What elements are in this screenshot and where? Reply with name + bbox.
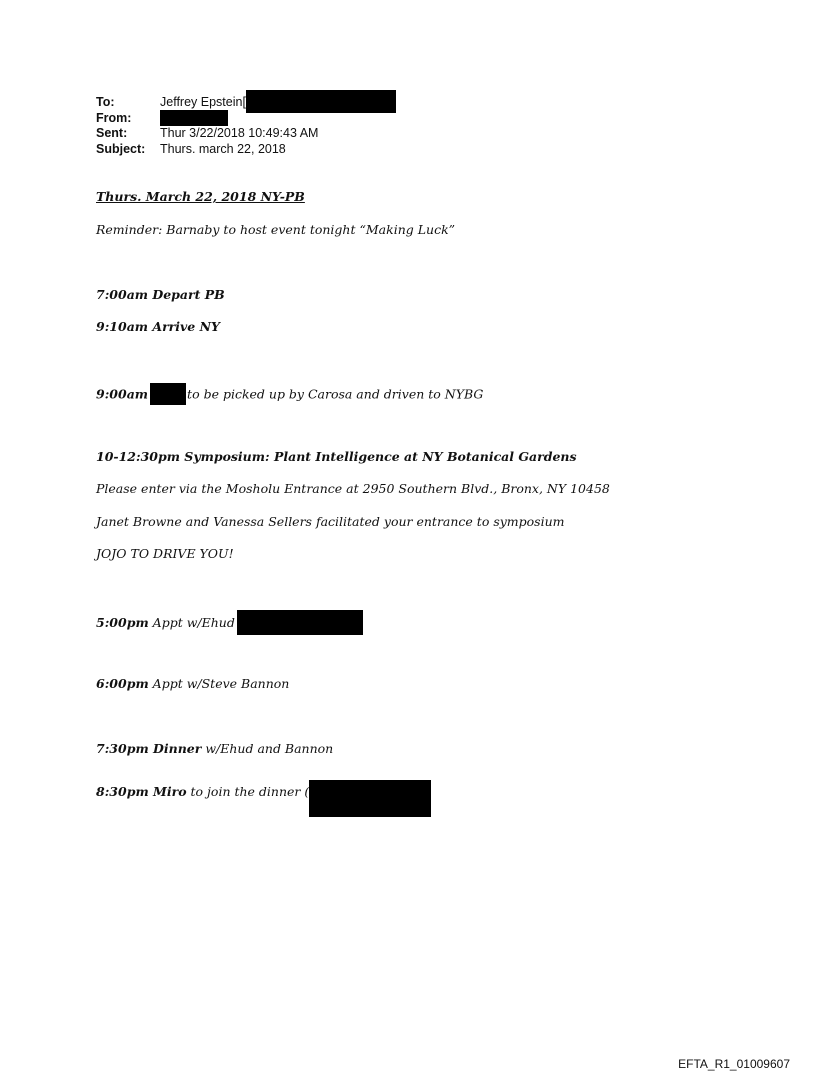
symposium-line: 10-12:30pm Symposium: Plant Intelligence at NY Botanical Gardens	[96, 449, 577, 464]
depart-line: 7:00am Depart PB	[96, 287, 225, 302]
miro-time: 8:30pm Miro	[96, 784, 187, 799]
redaction-box	[309, 780, 431, 817]
jojo-line: JOJO TO DRIVE YOU!	[96, 546, 234, 561]
appt-ehud-line	[96, 611, 363, 636]
dinner-line	[96, 741, 333, 757]
redaction-box	[150, 383, 186, 405]
appt-bannon-line	[96, 676, 289, 692]
facilitated-line: Janet Browne and Vanessa Sellers facilitated your entrance to symposium	[96, 514, 565, 529]
pickup-line	[96, 384, 483, 406]
email-header	[96, 95, 396, 157]
schedule-title: Thurs. March 22, 2018 NY-PB	[96, 189, 305, 204]
subject-value: Thurs. march 22, 2018	[160, 141, 286, 156]
redaction-box	[237, 610, 363, 635]
appt-ehud-time: 5:00pm	[96, 615, 149, 630]
appt-ehud-text: Appt w/Ehud	[152, 615, 235, 630]
subject-label: Subject:	[96, 141, 146, 156]
redaction-box	[160, 110, 228, 126]
from-label: From:	[96, 110, 132, 125]
document-id: EFTA_R1_01009607	[678, 1057, 790, 1071]
arrive-line: 9:10am Arrive NY	[96, 319, 220, 334]
pickup-time: 9:00am	[96, 386, 149, 402]
entrance-line: Please enter via the Mosholu Entrance at 2950 Southern Blvd., Bronx, NY 10458	[96, 481, 610, 496]
redaction-box	[246, 90, 396, 113]
sent-row	[96, 126, 396, 142]
pickup-text: to be picked up by Carosa and driven to NYBG	[187, 386, 484, 402]
appt-bannon-time: 6:00pm	[96, 676, 149, 691]
subject-row	[96, 142, 396, 158]
sent-value: Thur 3/22/2018 10:49:43 AM	[160, 126, 319, 140]
to-row	[96, 95, 396, 111]
sent-label: Sent:	[96, 126, 128, 140]
to-value: Jeffrey Epstein[	[160, 95, 246, 109]
dinner-text: w/Ehud and Bannon	[205, 741, 334, 756]
to-label: To:	[96, 95, 115, 109]
dinner-time: 7:30pm Dinner	[96, 741, 202, 756]
reminder-line: Reminder: Barnaby to host event tonight “Making Luck”	[96, 222, 456, 237]
miro-line	[96, 774, 431, 811]
appt-bannon-text: Appt w/Steve Bannon	[152, 676, 290, 691]
miro-text: to join the dinner (	[190, 784, 310, 799]
